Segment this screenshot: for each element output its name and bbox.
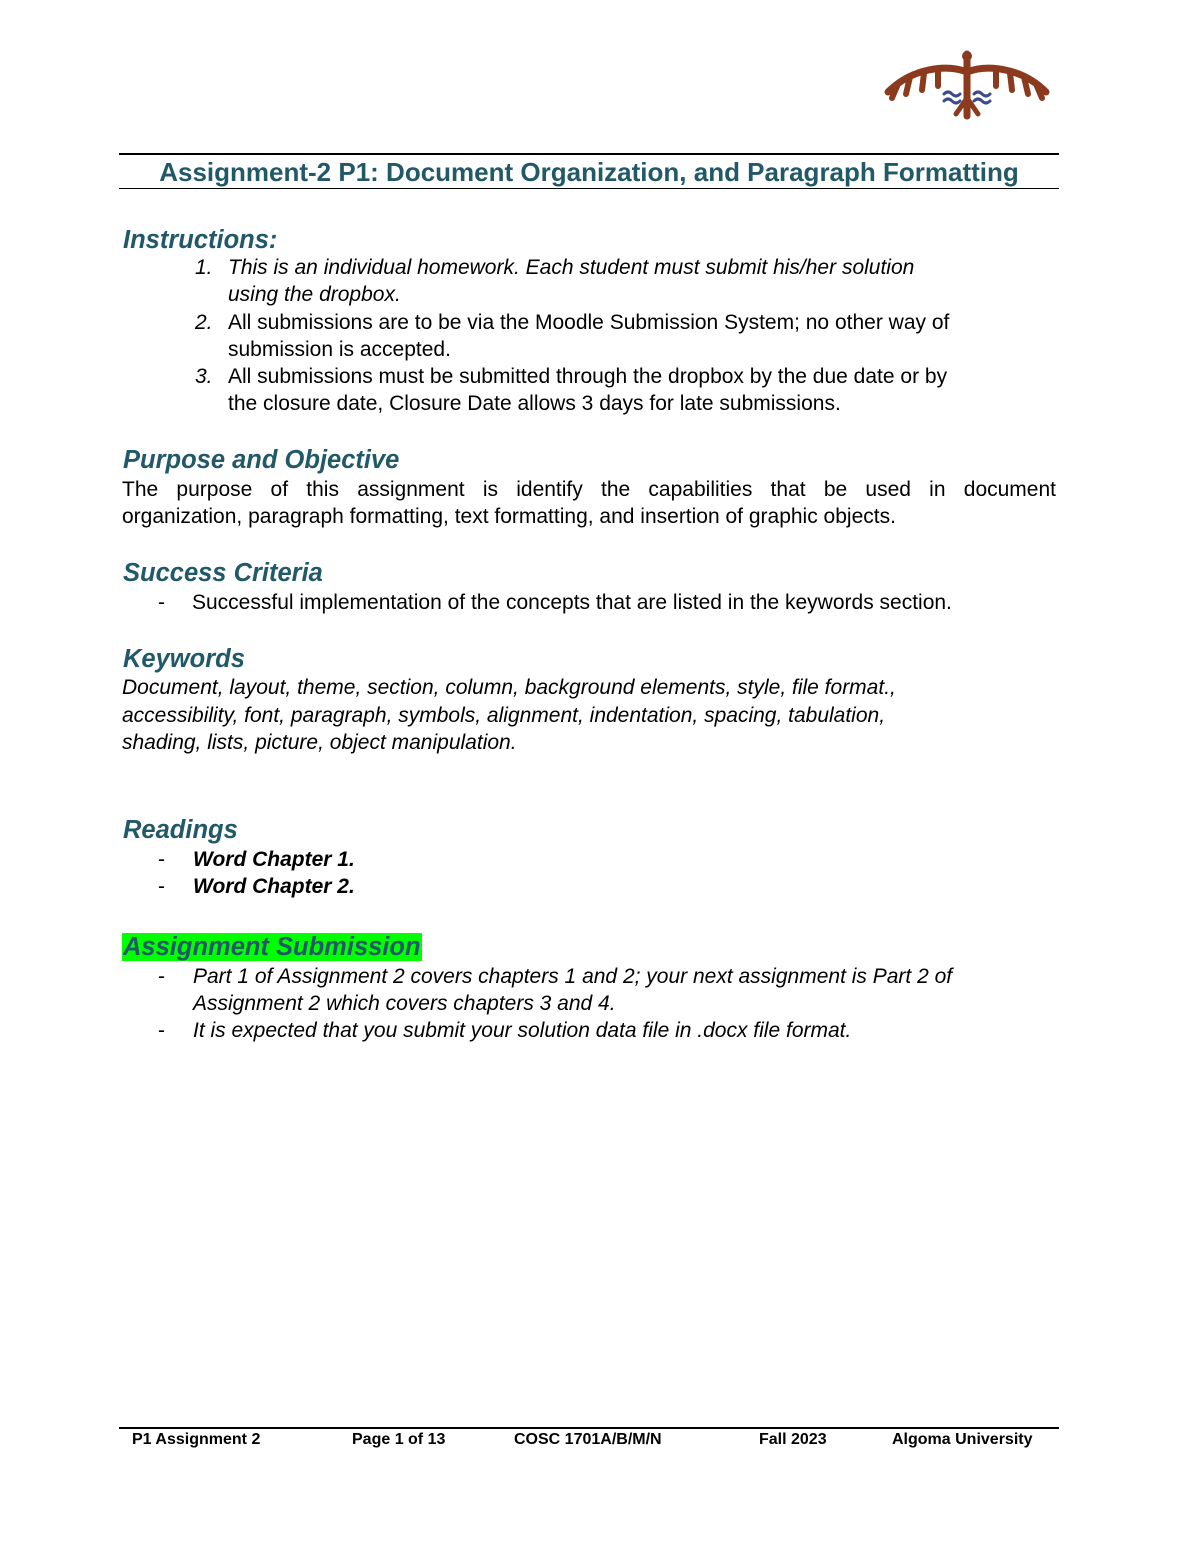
keywords-text: shading, lists, picture, object manipulation. [122,731,517,754]
purpose-text: The purpose of this assignment is identify the capabilities that be used in document [122,478,1056,501]
university-logo-icon [882,48,1052,122]
instruction-text: All submissions are to be via the Moodle Submission System; no other way of [228,311,950,334]
bullet-dash: - [158,1019,165,1042]
reading-text: Word Chapter 1. [193,848,355,871]
bullet-dash: - [158,848,165,871]
submission-heading-text: Assignment Submission [123,933,421,961]
success-heading: Success Criteria [123,559,323,587]
document-title: Assignment-2 P1: Document Organization, and Paragraph Formatting [159,157,1019,187]
footer-term: Fall 2023 [759,1431,827,1448]
submission-text: Assignment 2 which covers chapters 3 and 4. [193,992,616,1015]
instructions-heading: Instructions: [123,226,278,254]
reading-text: Word Chapter 2. [193,875,355,898]
success-text: Successful implementation of the concepts that are listed in the keywords section. [192,591,952,614]
submission-text: Part 1 of Assignment 2 covers chapters 1 and 2; your next assignment is Part 2 of [193,965,953,988]
list-number: 3. [195,365,213,388]
keywords-heading: Keywords [123,645,245,673]
purpose-text: organization, paragraph formatting, text formatting, and insertion of graphic objects. [122,505,896,528]
title-top-rule [119,153,1059,155]
instruction-text: submission is accepted. [228,338,451,361]
keywords-text: Document, layout, theme, section, column, background elements, style, file format., [122,676,896,699]
footer-doc-name: P1 Assignment 2 [132,1431,261,1448]
readings-heading: Readings [123,816,238,844]
footer-course: COSC 1701A/B/M/N [514,1431,662,1448]
footer-rule [119,1427,1059,1429]
purpose-heading: Purpose and Objective [123,446,400,474]
bullet-dash: - [158,965,165,988]
instruction-text: using the dropbox. [228,283,401,306]
list-number: 1. [195,256,213,279]
instruction-text: the closure date, Closure Date allows 3 days for late submissions. [228,392,841,415]
instruction-text: This is an individual homework. Each student must submit his/her solution [228,256,915,279]
footer-university: Algoma University [892,1431,1033,1448]
bullet-dash: - [158,591,165,614]
instruction-text: All submissions must be submitted through the dropbox by the due date or by [228,365,948,388]
bullet-dash: - [158,875,165,898]
keywords-text: accessibility, font, paragraph, symbols, alignment, indentation, spacing, tabulation, [122,704,886,727]
submission-heading [122,932,422,962]
list-number: 2. [195,311,213,334]
footer-page-number: Page 1 of 13 [352,1431,446,1448]
title-bottom-rule [119,188,1059,189]
submission-text: It is expected that you submit your solution data file in .docx file format. [193,1019,852,1042]
